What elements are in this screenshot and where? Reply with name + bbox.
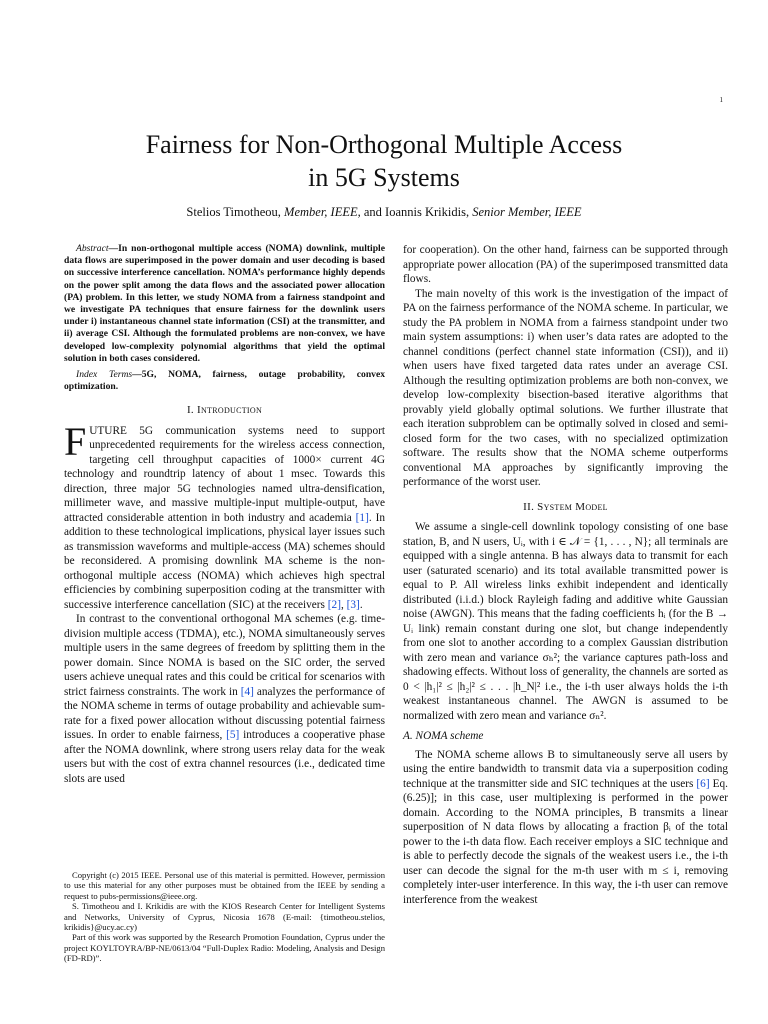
footnote-copyright: Copyright (c) 2015 IEEE. Personal use of this material is permitted. However, permission to use this material for any other purposes must be obtained from the IEEE by sending a request to pubs-permissions@ieee.org.	[64, 870, 385, 901]
citation-link[interactable]: [1]	[355, 511, 369, 524]
intro-paragraph-2: In contrast to the conventional orthogonal MA schemes (e.g. time-division multiple access (TDMA), etc.), NOMA simultaneously serves multiple users in the same degrees of freedom by splitting them in the power domain. Since NOMA is based on the SIC order, the served users achieve unequal rates and this could be critical for scenarios with strict fairness constraints. The work in [4] analyzes the performance of the NOMA scheme in terms of outage probability and achievable sum-rate for a fixed power allocation without discussing potential fairness issues. In order to enable fairness, [5] introduces a cooperative phase after the NOMA downlink, where strong users relay data for the weak users but with the cost of extra channel resources (i.e., dedicated time slots are used	[64, 613, 385, 785]
index-terms-text: —5G, NOMA, fairness, outage probability, convex optimization.	[64, 369, 386, 393]
abstract	[64, 243, 385, 365]
author-1-role: Member, IEEE,	[284, 205, 361, 219]
drop-cap: F	[64, 418, 87, 464]
section-heading-system-model: II. System Model	[523, 500, 608, 513]
system-model-paragraph: We assume a single-cell downlink topology consisting of one base station, B, and N users, Uᵢ, with i ∈ 𝒩 = {1, . . . , N}; all terminals are equipped with a single antenna. B has always data to transmit for each user (saturated scenario) and its total available transmitted power is equal to P. All wireless links exhibit independent and identically distributed (i.i.d.) block Rayleigh fading and additive white Gaussian noise (AWGN). This means that the fading coefficients hᵢ (for the B → Uᵢ link) remain constant during one slot, but change independently from one slot to another according to a complex Gaussian distribution with zero mean and variance σₕ²; the variance captures path-loss and shadowing effects. Without loss of generality, the channels are sorted as 0 < |h₁|² ≤ |h₂|² ≤ . . . |h_N|² i.e., the i-th user always holds the i-th weakest instantaneous channel. The AWGN is assumed to be normalized with zero mean and variance σₙ².	[403, 521, 728, 722]
intro-paragraph-4: The main novelty of this work is the investigation of the impact of PA on the fairness performance of the NOMA scheme. In particular, we study the PA problem in NOMA from a fairness standpoint under two main system assumptions: i) when user’s data rates are adopted to the channel conditions (perfect channel state information (CSI)), and ii) when users have fixed targeted data rates under an average CSI. Although the resulting optimization problems are both non-convex, we develop low-complexity bisection-based iterative algorithms that provably yield globally optimal solutions. We further illustrate that each iteration subproblem can be optimally solved in closed and semi-closed form for the two cases, with no specialized optimization software. The results show that the NOMA scheme outperforms conventional MA approaches by significantly improving the performance of the worst user.	[403, 287, 728, 488]
author-2-role: Senior Member, IEEE	[472, 205, 582, 219]
noma-paragraph: The NOMA scheme allows B to simultaneously serve all users by using the entire bandwidth to transmit data via a superposition coding technique at the transmitter side and SIC techniques at the users [6] Eq. (6.25)]; in this case, user multiplexing is performed in the power domain. According to the NOMA principles, B transmits a linear superposition of N data flows by allocating a fraction βᵢ of the total power to the i-th data flow. Each receiver employs a SIC technique and is able to perfectly decode the signals of the weakest users i.e., the i-th user can decode the signal for the m-th user with m ≤ i, removing completely inter-user interference. In this way, the i-th user can remove interference from the weakest	[403, 748, 728, 906]
citation-link[interactable]: [5]	[226, 729, 240, 742]
footnote-affiliation: S. Timotheou and I. Krikidis are with the KIOS Research Center for Intelligent Systems and Networks, University of Cyprus, Nicosia 1678 (E-mail: {timotheou.stelios, krikidis}@ucy.ac.cy)	[64, 901, 385, 933]
intro-paragraph-1: FUTURE 5G communication systems need to support unprecedented requirements for the wireless access connection, targeting cell throughput capacities of 1000× current 4G technology and roundtrip latency of about 1 msec. Towards this direction, three major 5G technologies named ultra-densification, millimeter wave, and massive multiple-input multiple-output, have attracted considerable attention in both industry and academia [1]. In addition to these technological implications, physical layer issues such as transmission waveforms and multiple-access (MA) schemes should be reconsidered. A promising downlink MA scheme is the non-orthogonal multiple access (NOMA) which achieves high spectral efficiencies by combining superposition coding at the transmitter with successive interference cancellation (SIC) at the receivers [2], [3].	[64, 418, 385, 611]
right-column	[403, 243, 728, 907]
abstract-label: Abstract	[76, 243, 109, 254]
subsection-heading-noma: A. NOMA scheme	[403, 730, 484, 742]
footnotes	[64, 870, 385, 964]
author-1: Stelios Timotheou,	[186, 205, 281, 219]
title-line-1: Fairness for Non-Orthogonal Multiple Access	[145, 130, 623, 159]
footnote-funding: Part of this work was supported by the Research Promotion Foundation, Cyprus under the project KOYLTOYRA/BP-NE/0613/04 “Full-Duplex Radio: Modeling, Analysis and Design (FD-RD)”.	[64, 932, 385, 964]
citation-link[interactable]: [2]	[327, 598, 341, 611]
section-heading-introduction: I. Introduction	[186, 404, 263, 417]
page-number: 1	[719, 96, 723, 104]
citation-link[interactable]: [6]	[696, 777, 710, 790]
abstract-text: —In non-orthogonal multiple access (NOMA) downlink, multiple data flows are superimposed in the power domain and user decoding is based on successive interference cancellation. NOMA’s performance highly depends on the power split among the data flows and the associated power allocation (PA) problem. In this letter, we study NOMA from a fairness standpoint and we investigate PA techniques that ensure fairness for the downlink users under i) instantaneous channel state information (CSI) at the transmitter, and ii) average CSI. Although the formulated problems are non-convex, we have developed low-complexity polynomial algorithms that yield the optimal solution in both cases considered.	[64, 243, 385, 364]
index-terms-label: Index Terms	[76, 369, 133, 381]
intro-paragraph-3: for cooperation). On the other hand, fairness can be supported through appropriate power allocation (PA) of the superimposed transmitted data flows.	[403, 244, 728, 285]
citation-link[interactable]: [4]	[240, 685, 254, 698]
author-2: and Ioannis Krikidis,	[363, 205, 470, 219]
citation-link[interactable]: [3]	[346, 598, 360, 611]
title-line-2: in 5G Systems	[308, 163, 460, 192]
left-column	[64, 243, 385, 786]
author-line	[0, 205, 768, 220]
paper-title	[0, 128, 768, 194]
index-terms	[64, 369, 385, 393]
